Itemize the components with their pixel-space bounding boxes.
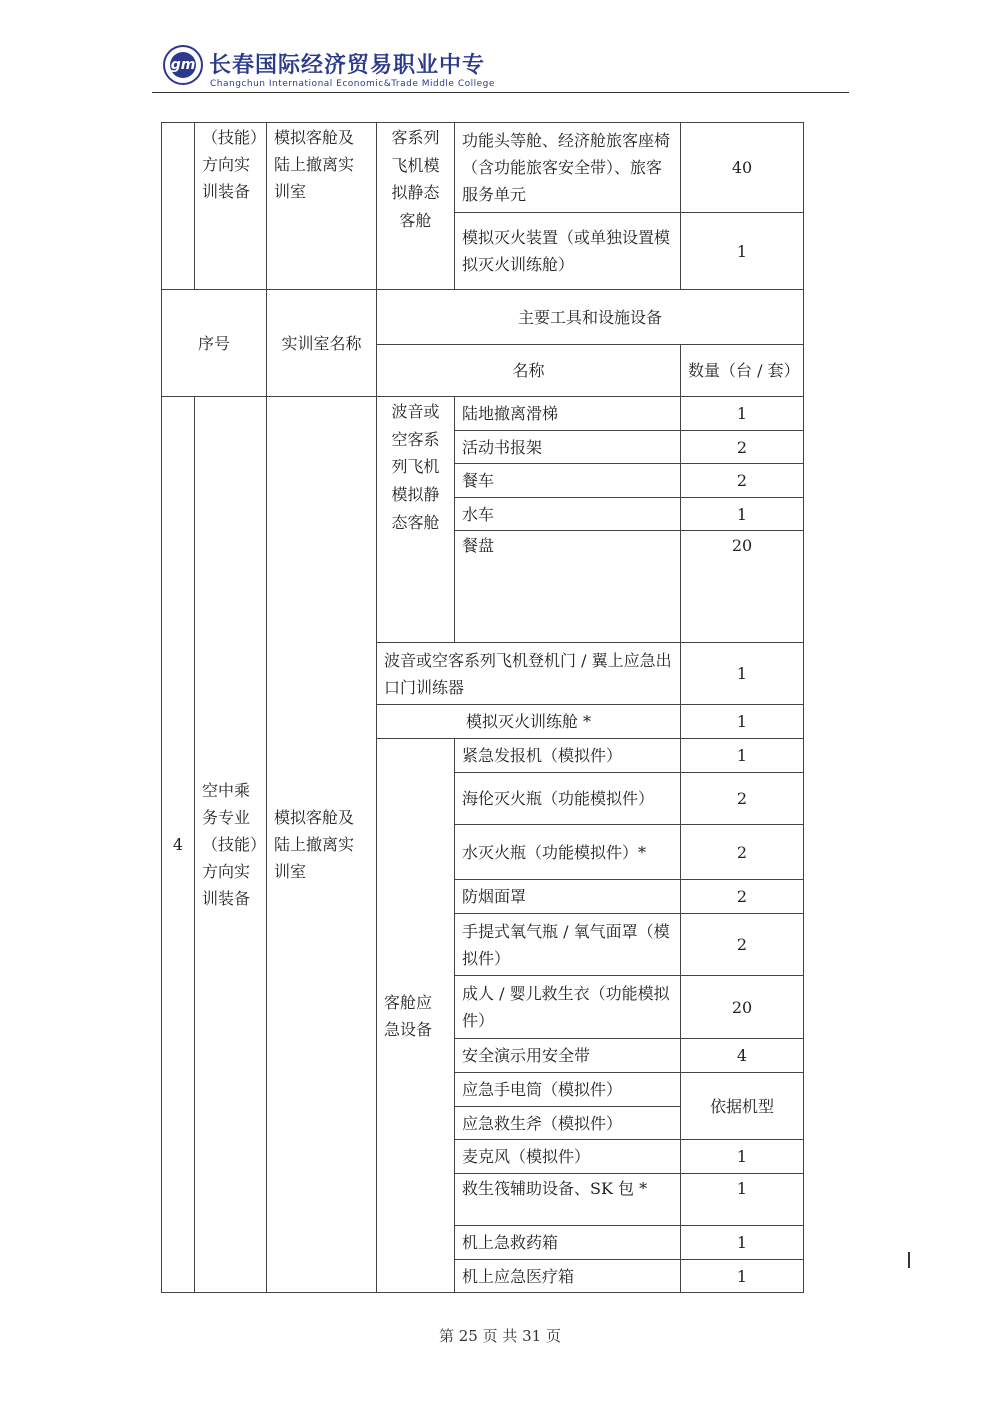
item-qty: 2 (681, 825, 804, 880)
item-name: 紧急发报机（模拟件） (455, 739, 681, 773)
item-qty: 2 (681, 464, 804, 498)
margin-mark (908, 1252, 910, 1268)
room-name-cell-continued: 模拟客舱及陆上撤离实训室 (267, 123, 377, 290)
item-qty: 1 (681, 1140, 804, 1174)
item-qty: 1 (681, 397, 804, 431)
item-qty: 2 (681, 431, 804, 464)
item-qty: 1 (681, 739, 804, 773)
equipment-table (161, 122, 804, 1293)
item-qty: 1 (681, 213, 804, 290)
item-name: 手提式氧气瓶 / 氧气面罩（模拟件） (455, 914, 681, 976)
school-name-en: Changchun International Economic&Trade Middle College (210, 79, 495, 89)
fire-cabin-qty: 1 (681, 705, 804, 739)
item-name: 机上急救药箱 (455, 1226, 681, 1260)
item-qty: 1 (681, 498, 804, 531)
school-name-cn: 长春国际经济贸易职业中专 (209, 53, 486, 78)
header-equipment: 主要工具和设施设备 (377, 290, 804, 345)
header-seq: 序号 (162, 290, 267, 397)
item-name: 餐车 (455, 464, 681, 498)
item-qty: 2 (681, 773, 804, 825)
row-seq: 4 (162, 397, 195, 1293)
item-name: 防烟面罩 (455, 880, 681, 914)
item-name: 麦克风（模拟件） (455, 1140, 681, 1174)
header-name: 名称 (377, 345, 681, 397)
item-name: 水车 (455, 498, 681, 531)
row-major: 空中乘务专业（技能）方向实训装备 (195, 397, 267, 1293)
cabin-group: 波音或空客系列飞机模拟静态客舱 (377, 397, 455, 643)
logo-mark: gm (170, 52, 196, 78)
header-divider (152, 92, 849, 93)
page-number: 第 25 页 共 31 页 (438, 1327, 561, 1345)
school-logo (163, 45, 203, 85)
item-name: 陆地撤离滑梯 (455, 397, 681, 431)
item-name: 模拟灭火装置（或单独设置模拟灭火训练舱） (455, 213, 681, 290)
item-qty-merged: 依据机型 (681, 1073, 804, 1140)
door-trainer-name: 波音或空客系列飞机登机门 / 翼上应急出口门训练器 (377, 643, 681, 705)
item-name: 水灭火瓶（功能模拟件）* (455, 825, 681, 880)
header-room-name: 实训室名称 (267, 290, 377, 397)
row-room-name: 模拟客舱及陆上撤离实训室 (267, 397, 377, 1293)
item-name: 功能头等舱、经济舱旅客座椅（含功能旅客安全带）、旅客服务单元 (455, 123, 681, 213)
item-name: 餐盘 (455, 531, 681, 643)
page-header (0, 0, 1000, 100)
item-name: 机上应急医疗箱 (455, 1260, 681, 1293)
item-name: 海伦灭火瓶（功能模拟件） (455, 773, 681, 825)
item-qty: 20 (681, 531, 804, 643)
item-qty: 1 (681, 1226, 804, 1260)
cabin-group-cell-continued: 客系列飞机模拟静态客舱 (377, 123, 455, 290)
item-qty: 40 (681, 123, 804, 213)
item-name: 活动书报架 (455, 431, 681, 464)
item-name: 救生筏辅助设备、SK 包 * (455, 1174, 681, 1226)
emergency-group: 客舱应急设备 (377, 739, 455, 1293)
item-qty: 2 (681, 880, 804, 914)
item-qty: 20 (681, 976, 804, 1039)
item-name: 安全演示用安全带 (455, 1039, 681, 1073)
fire-cabin-name: 模拟灭火训练舱 * (377, 705, 681, 739)
item-qty: 1 (681, 1174, 804, 1226)
major-cell-continued: （技能）方向实训装备 (195, 123, 267, 290)
item-name: 应急救生斧（模拟件） (455, 1107, 681, 1140)
item-name: 成人 / 婴儿救生衣（功能模拟件） (455, 976, 681, 1039)
seq-cell-continued (162, 123, 195, 290)
item-name: 应急手电筒（模拟件） (455, 1073, 681, 1107)
door-trainer-qty: 1 (681, 643, 804, 705)
item-qty: 2 (681, 914, 804, 976)
header-qty: 数量（台 / 套） (681, 345, 804, 397)
item-qty: 1 (681, 1260, 804, 1293)
item-qty: 4 (681, 1039, 804, 1073)
